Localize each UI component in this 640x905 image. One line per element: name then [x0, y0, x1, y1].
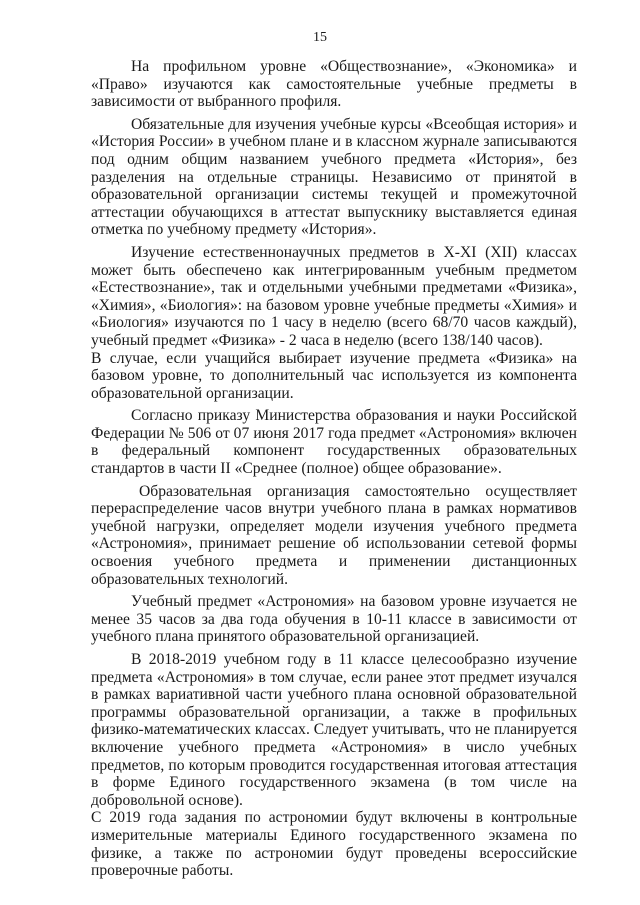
- paragraph-astronomy-order: Согласно приказу Министерства образования и науки Российской Федерации № 506 от 07 июня 2017 года предмет «Астрономия» включен в федеральный компонент государственных образовательных стандартов в части II «Среднее (полное) общее образование».: [91, 407, 577, 478]
- paragraph-history-courses: Обязательные для изучения учебные курсы «Всеобщая история» и «История России» в учебном плане и в классном журнале записываются под одним общим названием учебного предмета «История», без разделения на отдельные страницы. Независимо от принятой в образовательной организации системы текущей и промежуточной аттестации обучающихся в аттестат выпускнику выставляется единая отметка по учебному предмету «История».: [91, 115, 577, 239]
- document-body: [91, 58, 577, 885]
- paragraph-organization-rights: Образовательная организация самостоятельно осуществляет перераспределение часов внутри учебного плана в рамках нормативов учебной нагрузки, определяет модели изучения учебного предмета «Астрономия», принимает решение об использовании сетевой формы освоения учебного предмета и применении дистанционных образовательных технологий.: [91, 482, 577, 588]
- paragraph-physics-choice: В случае, если учащийся выбирает изучение предмета «Физика» на базовом уровне, то дополнительный час используется из компонента образовательной организации.: [91, 349, 577, 402]
- paragraph-astronomy-2018: В 2018-2019 учебном году в 11 классе целесообразно изучение предмета «Астрономия» в том случае, если ранее этот предмет изучался в рамках вариативной части учебного плана основной образовательной программы образовательной организации, а также в профильных физико-математических классах. Следует учитывать, что не планируется включение учебного предмета «Астрономия» в число учебных предметов, по которым проводится государственная итоговая аттестация в форме Единого государственного экзамена (в том числе на добровольной основе).: [91, 651, 577, 809]
- paragraph-astronomy-hours: Учебный предмет «Астрономия» на базовом уровне изучается не менее 35 часов за два года обучения в 10-11 классе в зависимости от учебного плана принятого образовательной организацией.: [91, 593, 577, 646]
- paragraph-astronomy-2019: С 2019 года задания по астрономии будут включены в контрольные измерительные материалы Единого государственного экзамена по физике, а также по астрономии будут проведены всероссийские проверочные работы.: [91, 809, 577, 880]
- paragraph-profile-subjects: На профильном уровне «Обществознание», «Экономика» и «Право» изучаются как самостоятельные учебные предметы в зависимости от выбранного профиля.: [91, 58, 577, 111]
- page-number: 15: [313, 30, 327, 45]
- paragraph-natural-sciences: Изучение естественнонаучных предметов в X-XI (XII) классах может быть обеспечено как интегрированным учебным предметом «Естествознание», так и отдельными учебными предметами «Физика», «Химия», «Биология»: на базовом уровне учебные предметы «Химия» и «Биология» изучаются по 1 часу в неделю (всего 68/70 часов каждый), учебный предмет «Физика» - 2 часа в неделю (всего 138/140 часов).: [91, 243, 577, 349]
